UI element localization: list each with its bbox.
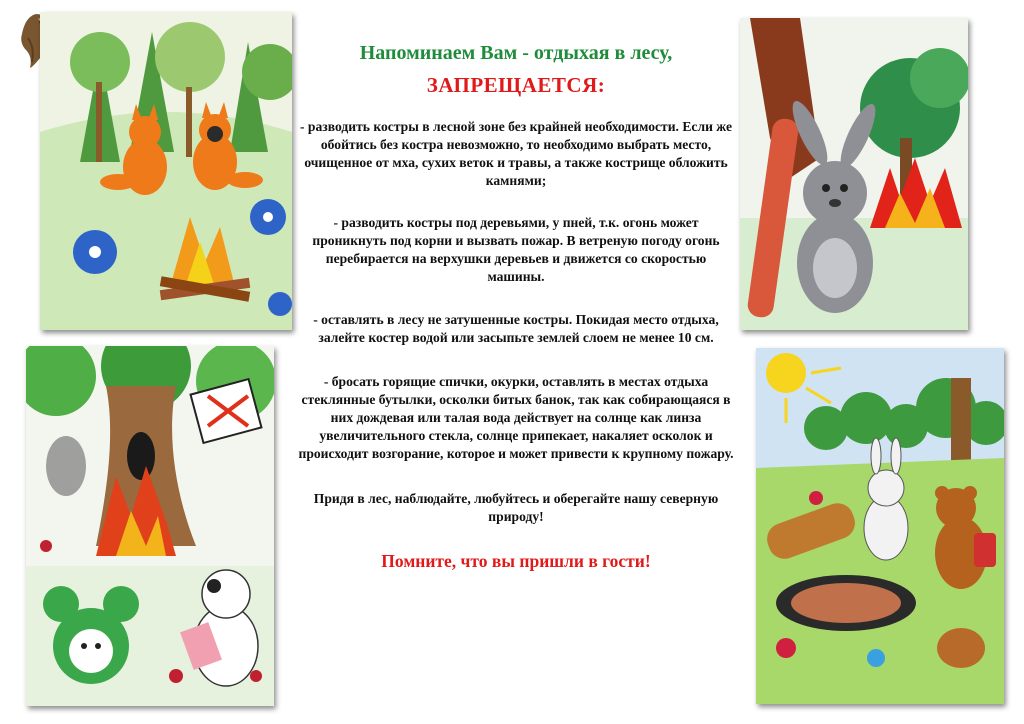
prohibited-heading: ЗАПРЕЩАЕТСЯ:: [426, 73, 606, 97]
drawing-hare-forest-fire: [740, 18, 968, 330]
page-heading: Напоминаем Вам - отдыхая в лесу,: [359, 42, 673, 64]
rule-item: - бросать горящие спички, окурки, оставлять в местах отдыха стеклянные бутылки, осколки битых банок, так как собирающаяся в них дождевая или талая вода действует на солнце как линза увеличительного стекла, солнце припекает, накаляет осколок и происходит возгорание, которое и может привести к крупному пожару.: [298, 374, 734, 461]
rule-item: - разводить костры в лесной зоне без крайней необходимости. Если же обойтись без костра невозможно, то необходимо выбрать место, очищенное от мха, сухих веток и травы, а также кострище обложить камнями;: [299, 119, 733, 188]
rule-item: - разводить костры под деревьями, у пней, т.к. огонь может проникнуть под корни и вызвать пожар. В ветреную погоду огонь перебирается на верхушки деревьев и движется со скоростью машины.: [312, 215, 720, 284]
drawing-hare-bear-campsite: [756, 348, 1004, 704]
closing-text: Помните, что вы пришли в гости!: [381, 551, 651, 571]
drawing-tree-fire-animals: [26, 346, 274, 706]
notice-text: [296, 40, 736, 572]
drawing-foxes-campfire: [40, 12, 292, 330]
rule-item: - оставлять в лесу не затушенные костры. Покидая место отдыха, залейте костер водой или засыпьте землей слоем не менее 10 см.: [313, 312, 719, 345]
appeal-text: Придя в лес, наблюдайте, любуйтесь и оберегайте нашу северную природу!: [313, 491, 719, 524]
